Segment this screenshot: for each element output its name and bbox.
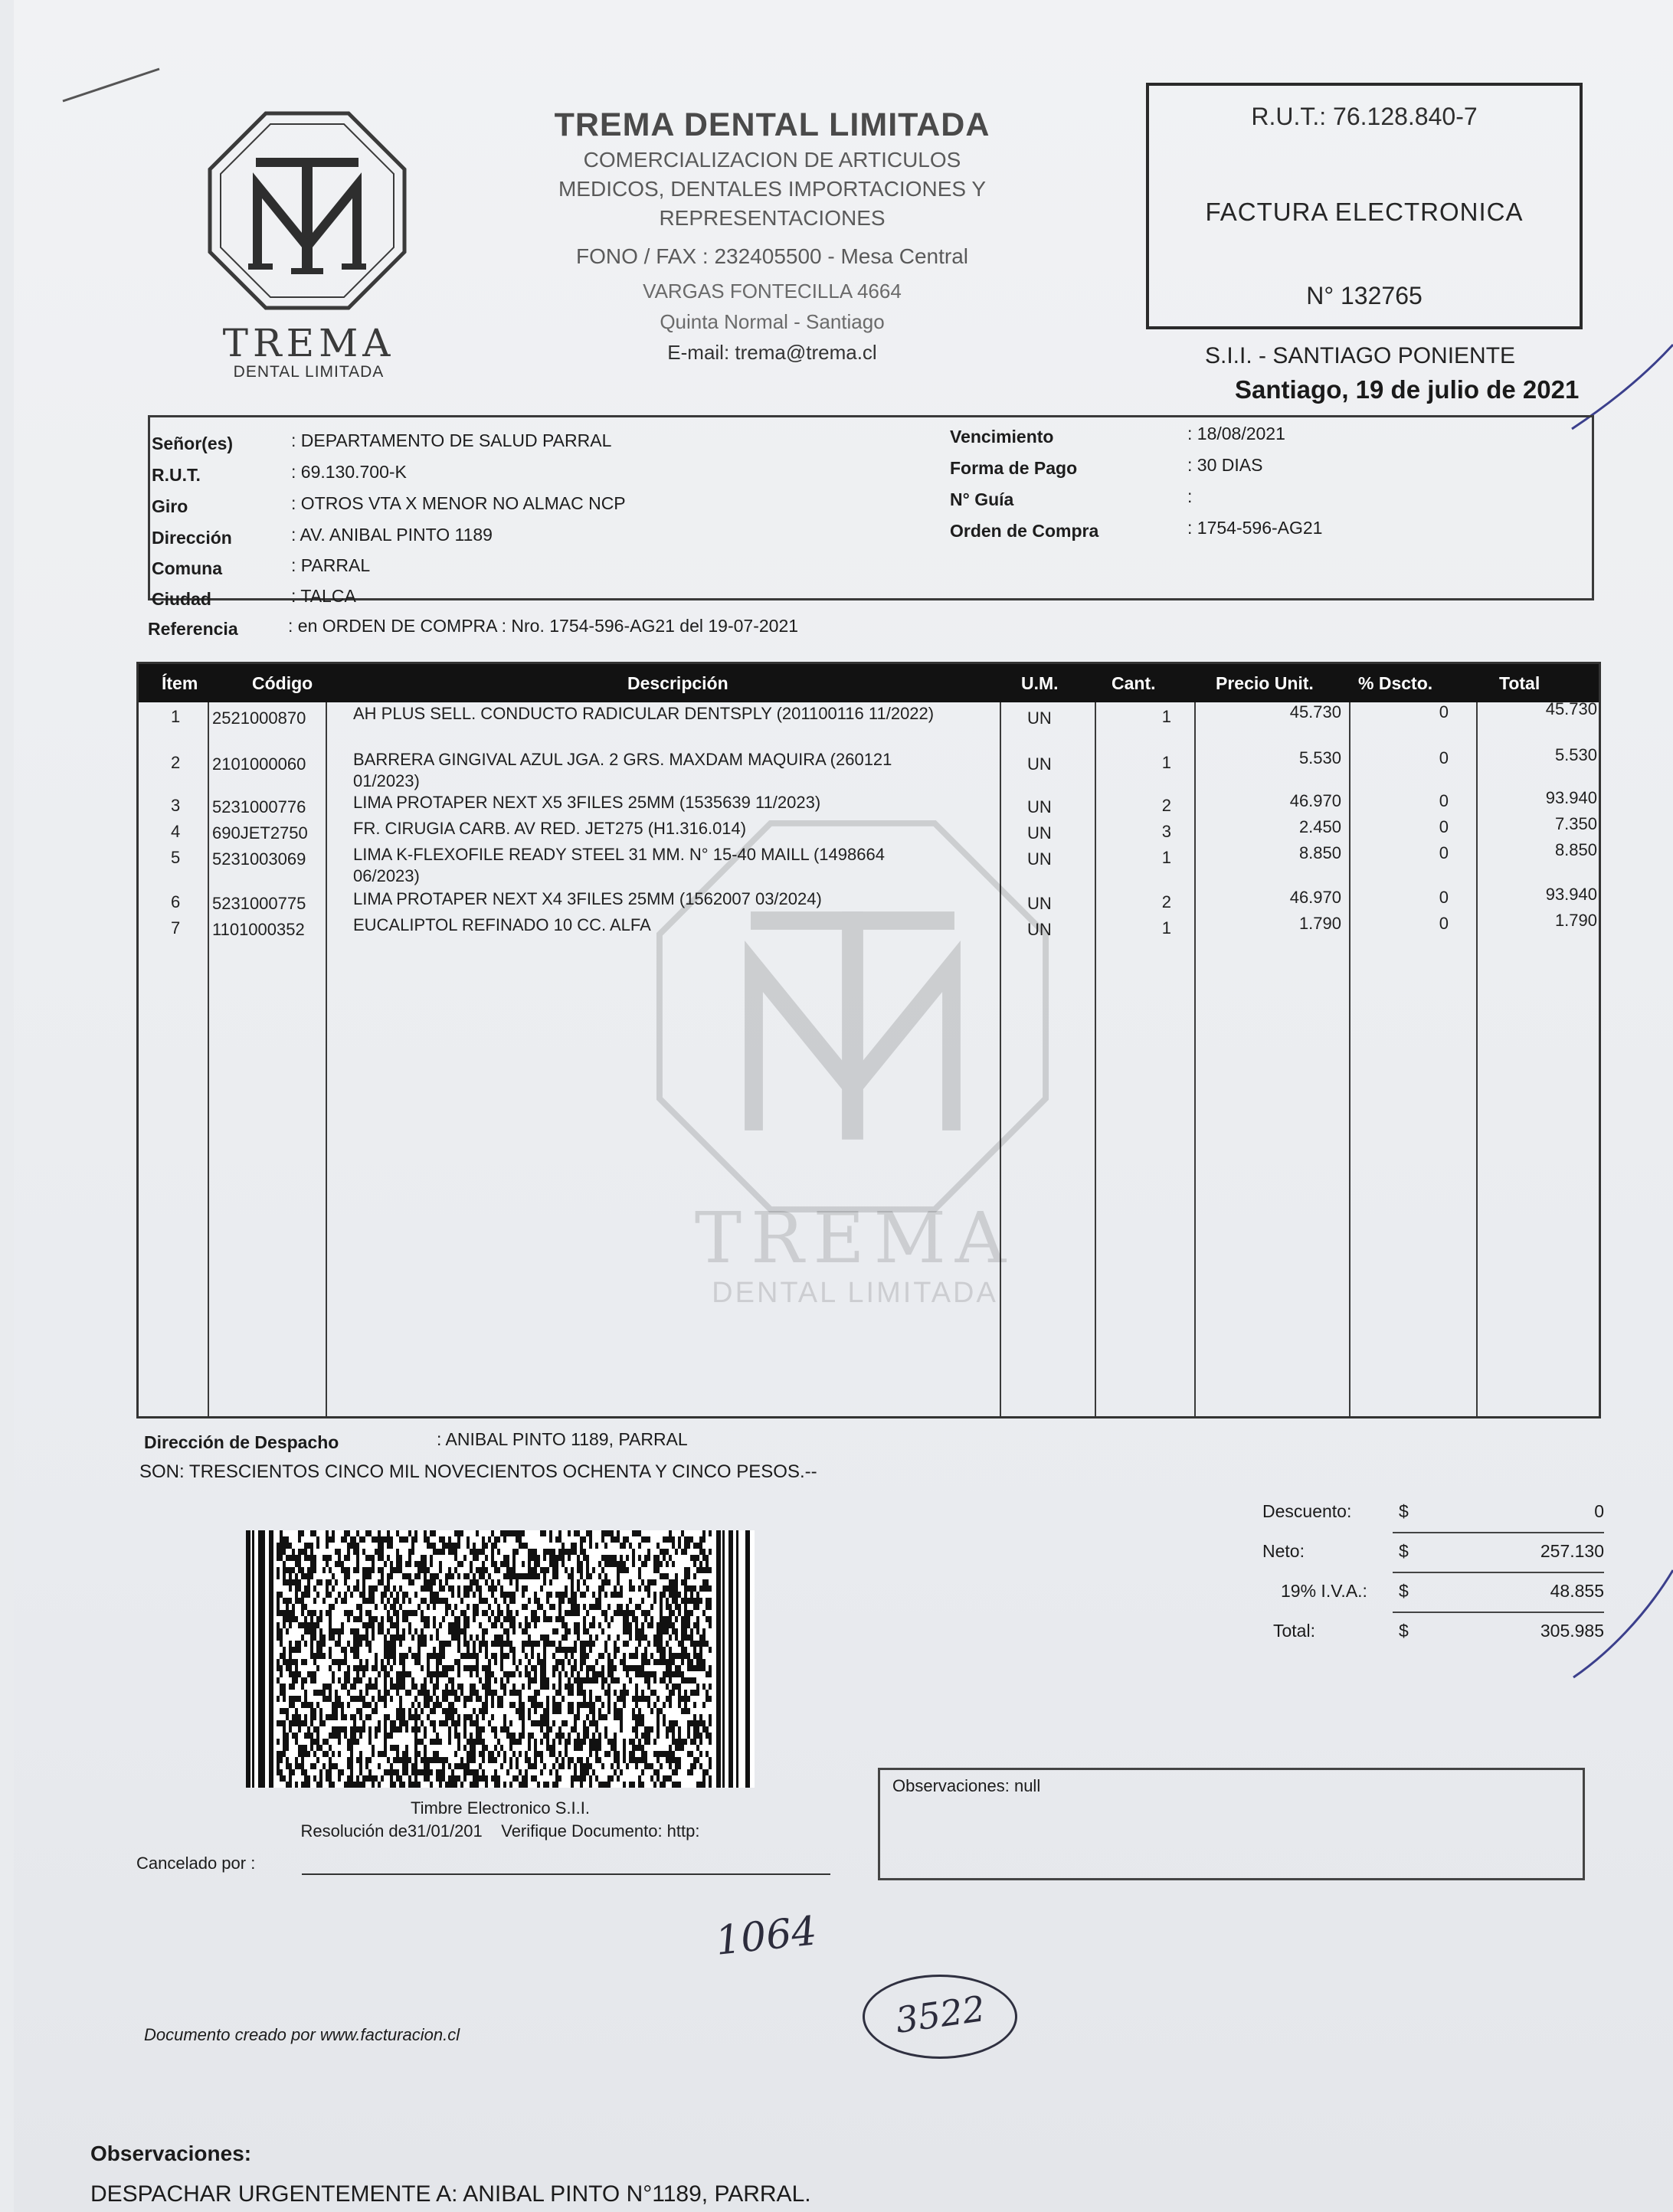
client-label-rut: R.U.T. — [152, 465, 201, 485]
item-cant: 2 — [1161, 796, 1171, 815]
document-number: N° 132765 — [1306, 282, 1423, 309]
header-um: U.M. — [1021, 673, 1059, 693]
item-codigo: 2521000870 — [212, 708, 306, 728]
total-value: 257.130 — [1540, 1541, 1604, 1561]
item-cant: 1 — [1161, 918, 1171, 937]
item-desc2: 01/2023) — [353, 771, 420, 790]
item-desc1: FR. CIRUGIA CARB. AV RED. JET275 (H1.316.014) — [353, 819, 747, 838]
item-cant: 1 — [1161, 753, 1171, 772]
header-precio: Precio Unit. — [1216, 673, 1314, 693]
value-vencimiento: : 18/08/2021 — [1187, 424, 1285, 443]
trema-watermark-wordmark — [690, 1197, 1020, 1310]
item-dscto: 0 — [1439, 843, 1449, 862]
timbre-line-2: Resolución de31/01/201 Verifique Documento: http: — [300, 1821, 700, 1841]
handwritten-note: 1064 — [713, 1908, 820, 1965]
client-label-direccion: Dirección — [152, 528, 232, 548]
company-line-1: COMERCIALIZACION DE ARTICULOS — [583, 148, 961, 172]
item-precio: 46.970 — [1289, 791, 1341, 810]
invoice-paper — [14, 0, 1673, 2212]
item-um: UN — [1027, 708, 1052, 728]
item-dscto: 0 — [1439, 914, 1449, 933]
item-codigo: 1101000352 — [212, 920, 305, 939]
item-um: UN — [1027, 823, 1052, 843]
item-dscto: 0 — [1439, 748, 1449, 767]
timbre-line-1: Timbre Electronico S.I.I. — [411, 1798, 590, 1818]
client-label-comuna: Comuna — [152, 558, 222, 578]
circled-number-text: 3522 — [892, 1988, 988, 2041]
item-precio: 45.730 — [1289, 702, 1341, 722]
sii-office: S.I.I. - SANTIAGO PONIENTE — [1205, 343, 1516, 368]
item-desc1: BARRERA GINGIVAL AZUL JGA. 2 GRS. MAXDAM MAQUIRA (260121 — [353, 750, 892, 769]
item-item: 4 — [171, 822, 181, 841]
col-divider — [208, 702, 209, 1416]
footer-observaciones-value: DESPACHAR URGENTEMENTE A: ANIBAL PINTO N°1189, PARRAL. — [90, 2181, 811, 2207]
header-descripcion: Descripción — [627, 673, 728, 693]
item-precio: 8.850 — [1298, 843, 1341, 862]
logo-sub: DENTAL LIMITADA — [233, 363, 385, 381]
item-precio: 2.450 — [1298, 817, 1341, 836]
issuer-rut: R.U.T.: 76.128.840-7 — [1251, 103, 1478, 130]
client-label-giro: Giro — [152, 496, 188, 516]
total-underline — [1393, 1572, 1604, 1573]
item-total: 1.790 — [1554, 911, 1597, 930]
label-referencia: Referencia — [148, 619, 238, 639]
item-item: 7 — [171, 918, 181, 937]
col-divider — [1194, 702, 1196, 1416]
item-cant: 3 — [1161, 822, 1171, 841]
item-desc1: EUCALIPTOL REFINADO 10 CC. ALFA — [353, 915, 651, 934]
amount-in-words: SON: TRESCIENTOS CINCO MIL NOVECIENTOS OCHENTA Y CINCO PESOS.-- — [139, 1461, 817, 1482]
total-label: Neto: — [1262, 1541, 1305, 1561]
item-um: UN — [1027, 849, 1052, 869]
cancelado-label: Cancelado por : — [136, 1854, 256, 1873]
client-label-senor: Señor(es) — [152, 434, 234, 453]
total-underline — [1393, 1532, 1604, 1533]
client-value-senor: : DEPARTAMENTO DE SALUD PARRAL — [291, 430, 612, 450]
company-address: VARGAS FONTECILLA 4664 — [643, 280, 902, 303]
despacho-value: : ANIBAL PINTO 1189, PARRAL — [437, 1429, 688, 1449]
cancelado-signature-line — [302, 1873, 830, 1875]
item-desc1: LIMA PROTAPER NEXT X5 3FILES 25MM (1535639 11/2023) — [353, 793, 821, 812]
item-cant: 2 — [1161, 892, 1171, 911]
observaciones-box — [878, 1768, 1585, 1880]
client-value-direccion: : AV. ANIBAL PINTO 1189 — [291, 525, 493, 545]
header-dscto: % Dscto. — [1358, 673, 1433, 693]
item-codigo: 5231003069 — [212, 849, 306, 869]
col-divider — [1349, 702, 1351, 1416]
watermark-sub: DENTAL LIMITADA — [712, 1277, 998, 1309]
client-value-giro: : OTROS VTA X MENOR NO ALMAC NCP — [291, 493, 626, 513]
barcode-pattern — [246, 1530, 755, 1788]
item-dscto: 0 — [1439, 791, 1449, 810]
client-value-comuna: : PARRAL — [291, 555, 371, 575]
client-label-ciudad: Ciudad — [152, 589, 211, 609]
total-row-neto — [1258, 1535, 1604, 1573]
label-n-guia: N° Guía — [950, 489, 1014, 509]
trema-logo-emblem — [207, 110, 408, 311]
total-underline — [1393, 1612, 1604, 1613]
item-cant: 1 — [1161, 707, 1171, 726]
label-vencimiento: Vencimiento — [950, 427, 1054, 447]
total-label: Total: — [1273, 1621, 1315, 1641]
col-divider — [1476, 702, 1478, 1416]
items-table — [136, 662, 1601, 1418]
header-codigo: Código — [252, 673, 313, 693]
client-value-rut: : 69.130.700-K — [291, 462, 407, 482]
observaciones-text: Observaciones: null — [892, 1776, 1041, 1795]
timbre-electronico-barcode — [246, 1530, 755, 1788]
item-codigo: 2101000060 — [212, 754, 306, 774]
item-codigo: 690JET2750 — [212, 823, 308, 843]
item-dscto: 0 — [1439, 888, 1449, 907]
watermark-word: TREMA — [694, 1197, 1016, 1279]
trema-watermark-emblem — [653, 817, 1052, 1216]
document-id-box — [1146, 83, 1583, 329]
item-total: 93.940 — [1545, 885, 1597, 904]
value-orden-compra: : 1754-596-AG21 — [1187, 518, 1323, 538]
item-total: 7.350 — [1554, 814, 1597, 833]
total-currency: $ — [1399, 1581, 1409, 1601]
col-divider — [1095, 702, 1096, 1416]
logo-word: TREMA — [222, 321, 395, 365]
footer-observaciones-label: Observaciones: — [90, 2142, 252, 2165]
company-line-3: REPRESENTACIONES — [659, 206, 886, 230]
item-precio: 5.530 — [1298, 748, 1341, 767]
company-phone: FONO / FAX : 232405500 - Mesa Central — [575, 244, 968, 268]
value-referencia: : en ORDEN DE COMPRA : Nro. 1754-596-AG21 del 19-07-2021 — [288, 616, 799, 636]
trema-logo-wordmark — [198, 323, 420, 381]
item-um: UN — [1027, 894, 1052, 913]
company-line-2: MEDICOS, DENTALES IMPORTACIONES Y — [558, 177, 987, 201]
item-item: 2 — [171, 753, 181, 772]
total-row-descuento — [1258, 1495, 1604, 1533]
item-total: 93.940 — [1545, 788, 1597, 807]
total-label: Descuento: — [1262, 1501, 1352, 1521]
item-um: UN — [1027, 797, 1052, 816]
company-name: TREMA DENTAL LIMITADA — [554, 106, 990, 143]
label-forma-pago: Forma de Pago — [950, 458, 1078, 478]
item-codigo: 5231000775 — [212, 894, 306, 913]
handwritten-circled-number — [863, 1975, 1017, 2059]
item-cant: 1 — [1161, 848, 1171, 867]
pen-mark-top-left — [60, 54, 182, 115]
item-desc1: LIMA PROTAPER NEXT X4 3FILES 25MM (1562007 03/2024) — [353, 889, 822, 908]
header-cant: Cant. — [1112, 673, 1156, 693]
item-dscto: 0 — [1439, 702, 1449, 722]
total-value: 0 — [1594, 1501, 1604, 1521]
item-dscto: 0 — [1439, 817, 1449, 836]
document-created-by: Documento creado por www.facturacion.cl — [144, 2025, 460, 2044]
item-um: UN — [1027, 754, 1052, 774]
total-label: 19% I.V.A.: — [1281, 1581, 1367, 1601]
document-type: FACTURA ELECTRONICA — [1205, 198, 1524, 226]
item-item: 1 — [171, 707, 181, 726]
issue-date: Santiago, 19 de julio de 2021 — [1235, 375, 1580, 404]
total-currency: $ — [1399, 1621, 1409, 1641]
item-codigo: 5231000776 — [212, 797, 306, 816]
item-desc1: LIMA K-FLEXOFILE READY STEEL 31 MM. N° 15-40 MAILL (1498664 — [353, 845, 885, 864]
timbre-caption — [244, 1797, 757, 1843]
item-total: 45.730 — [1545, 699, 1597, 718]
item-total: 5.530 — [1554, 745, 1597, 764]
total-value: 305.985 — [1540, 1621, 1604, 1641]
item-um: UN — [1027, 920, 1052, 939]
label-orden-compra: Orden de Compra — [950, 521, 1099, 541]
item-item: 5 — [171, 848, 181, 867]
client-value-ciudad: : TALCA — [291, 586, 356, 606]
header-total: Total — [1499, 673, 1540, 693]
company-email: E-mail: trema@trema.cl — [667, 341, 877, 364]
value-forma-pago: : 30 DIAS — [1187, 455, 1263, 475]
despacho-label: Dirección de Despacho — [144, 1432, 339, 1452]
item-item: 6 — [171, 892, 181, 911]
total-value: 48.855 — [1550, 1581, 1604, 1601]
value-n-guia: : — [1187, 486, 1193, 506]
total-currency: $ — [1399, 1541, 1409, 1561]
item-desc2: 06/2023) — [353, 866, 420, 885]
company-info — [504, 104, 1040, 368]
item-precio: 46.970 — [1289, 888, 1341, 907]
item-total: 8.850 — [1554, 840, 1597, 859]
total-currency: $ — [1399, 1501, 1409, 1521]
item-item: 3 — [171, 796, 181, 815]
total-row-total — [1258, 1615, 1604, 1653]
item-desc1: AH PLUS SELL. CONDUCTO RADICULAR DENTSPLY (201100116 11/2022) — [353, 704, 935, 723]
header-item: Ítem — [162, 673, 198, 693]
company-city: Quinta Normal - Santiago — [660, 310, 885, 333]
item-precio: 1.790 — [1298, 914, 1341, 933]
total-row-iva — [1258, 1575, 1604, 1613]
